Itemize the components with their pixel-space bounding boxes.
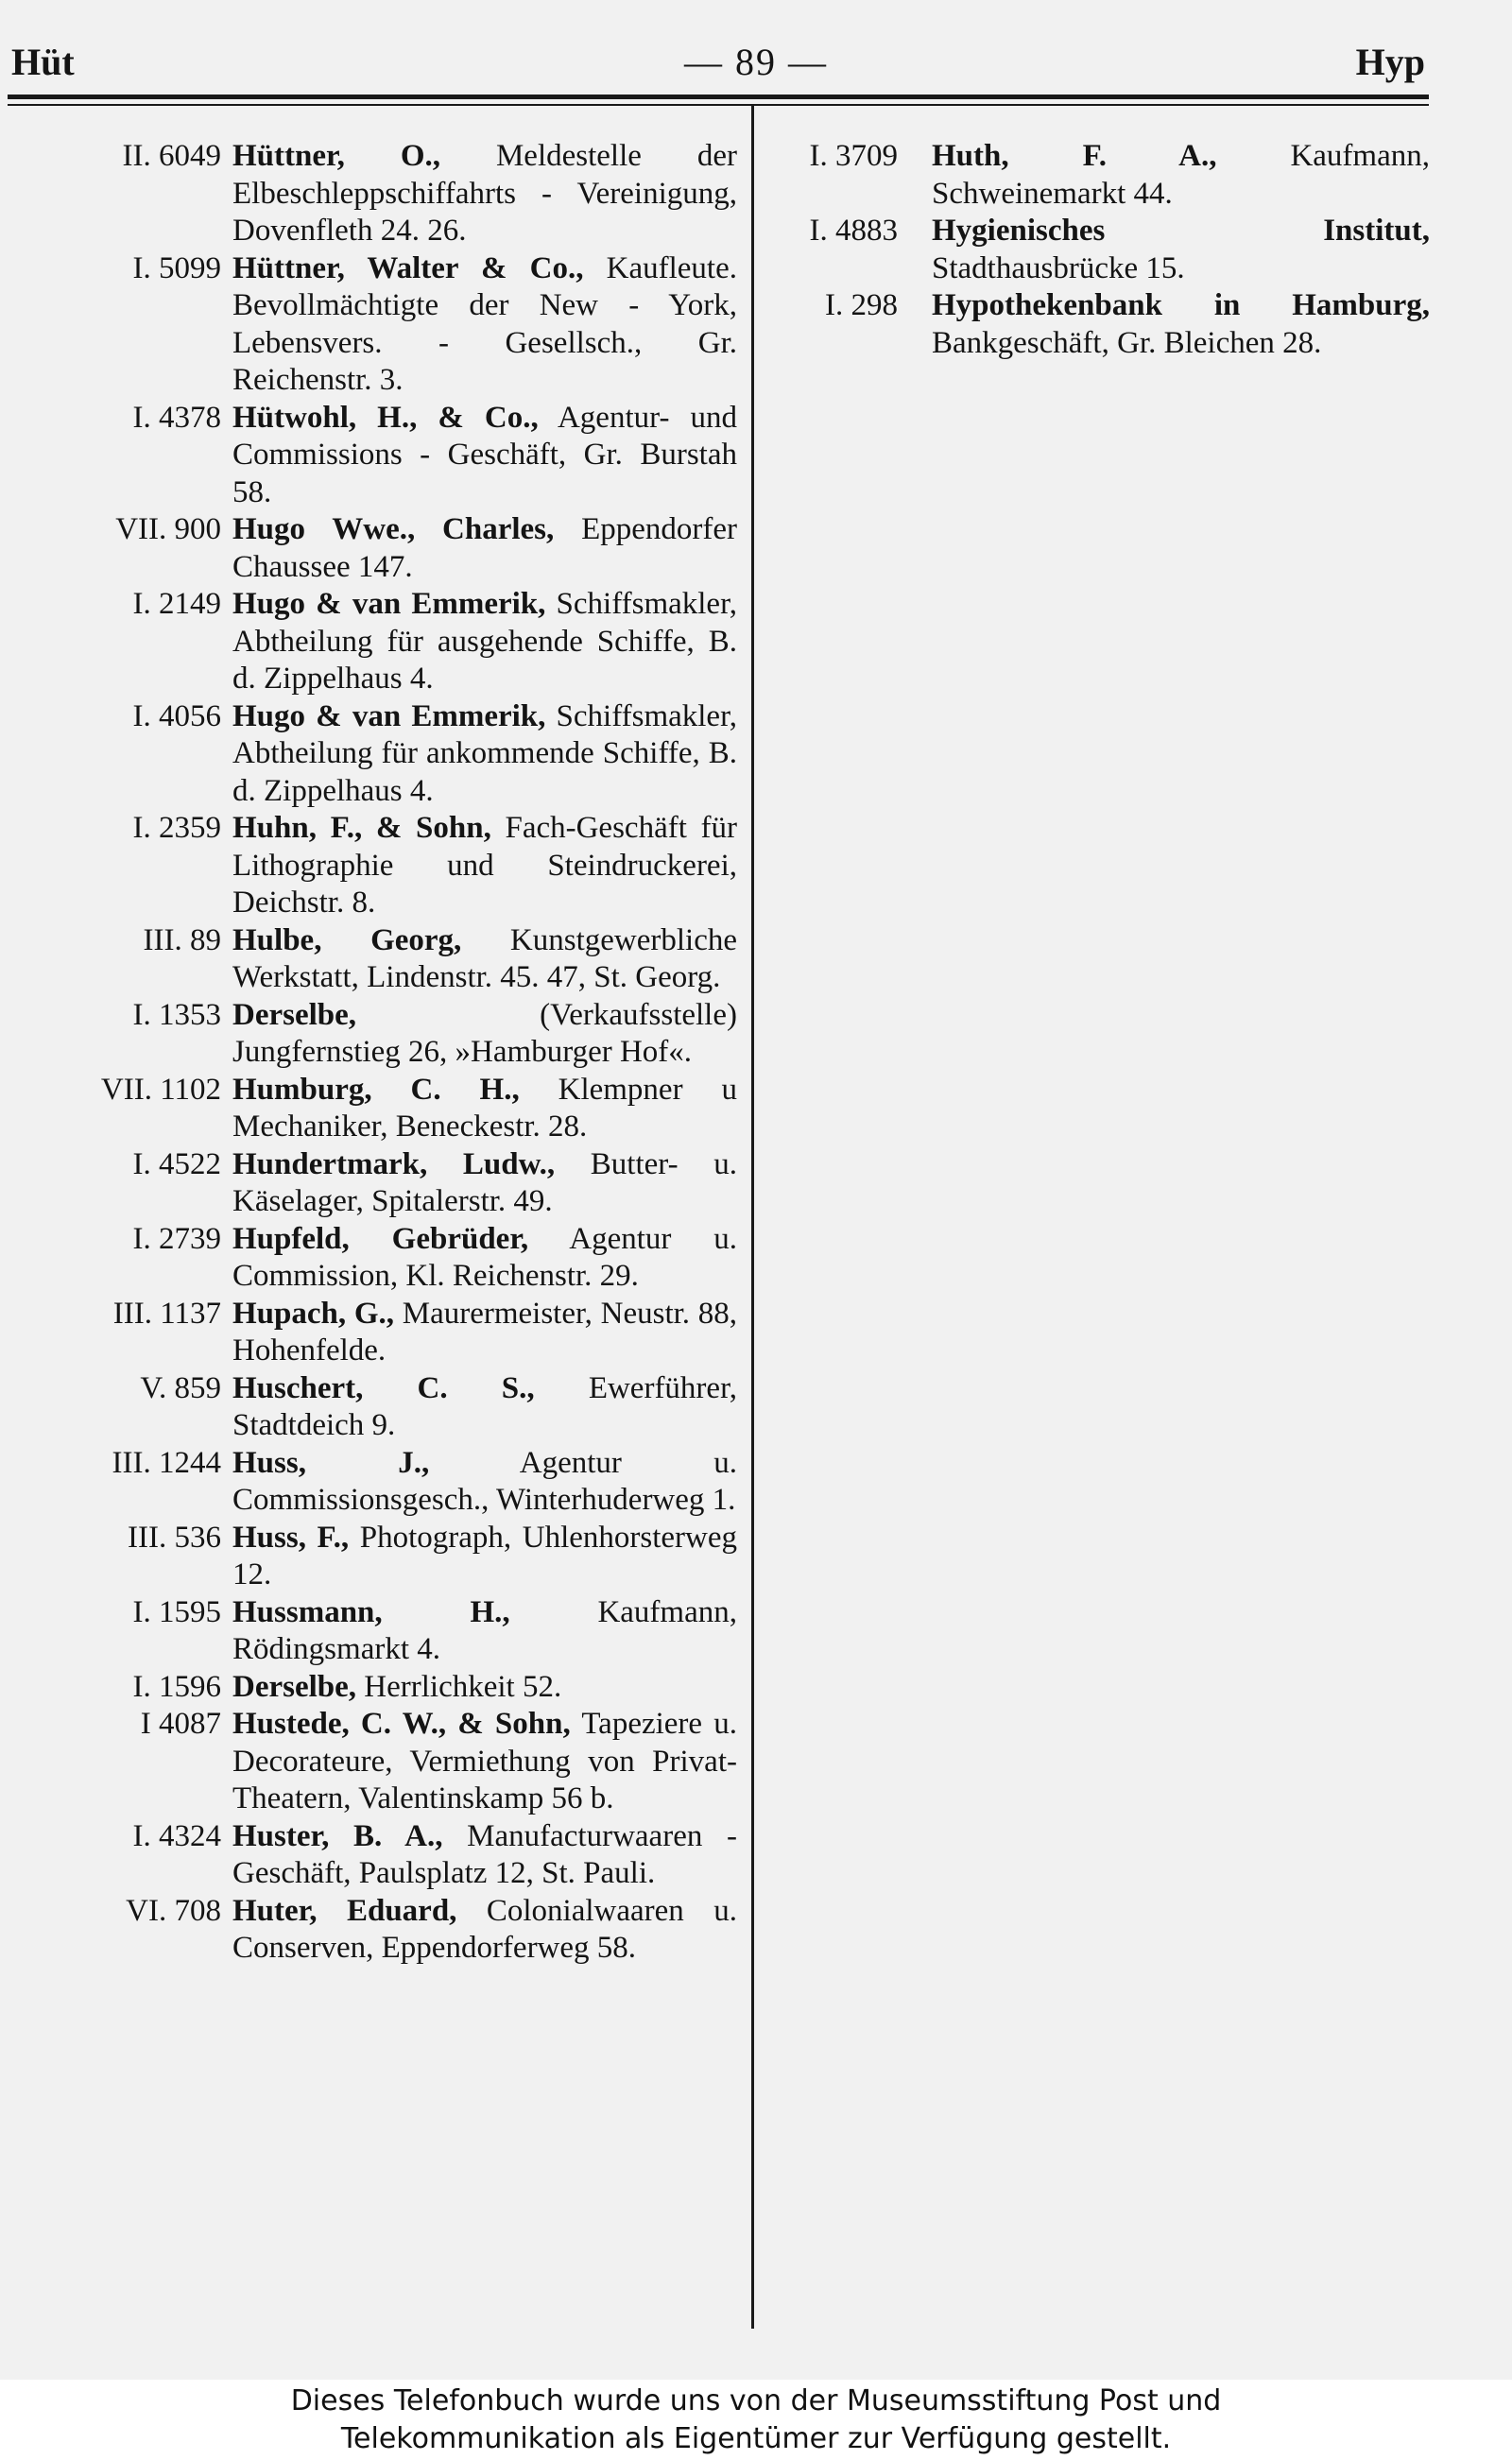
entry-text <box>232 1594 737 1669</box>
phone-number: I. 1596 <box>132 1669 221 1704</box>
directory-entry <box>773 213 1430 287</box>
phone-number: I. 5099 <box>132 250 221 285</box>
subscriber-details: Fach-Geschäft für Lithographie und Steindruckerei, Deichstr. 8. <box>232 811 737 920</box>
subscriber-name: Hupach, G., <box>232 1296 395 1331</box>
directory-entry <box>17 586 737 698</box>
subscriber-details: Klempner u Mechaniker, Beneckestr. 28. <box>232 1072 737 1144</box>
header-left-keyword: Hüt <box>11 41 75 83</box>
entry-text <box>232 1296 737 1370</box>
subscriber-name: Hugo Wwe., Charles, <box>232 512 555 546</box>
footer-line-1: Dieses Telefonbuch wurde uns von der Museumsstiftung Post und <box>290 2384 1222 2417</box>
subscriber-details: Schiffsmakler, Abtheilung für ausgehende Schiffe, B. d. Zippelhaus 4. <box>232 587 737 696</box>
subscriber-name: Huth, F. A., <box>932 139 1217 173</box>
subscriber-details: Butter- u. Käselager, Spitalerstr. 49. <box>232 1146 738 1218</box>
directory-entry <box>17 997 737 1072</box>
directory-entry <box>773 138 1430 213</box>
subscriber-name: Huss, J., <box>232 1445 430 1480</box>
subscriber-name: Hygienisches Institut, <box>932 214 1430 248</box>
subscriber-name: Hüttner, O., <box>232 139 440 173</box>
subscriber-name: Hupfeld, Gebrüder, <box>232 1221 529 1256</box>
directory-entry <box>17 1818 737 1893</box>
entry-text <box>232 1893 737 1968</box>
subscriber-details: Eppendorfer Chaussee 147. <box>232 512 737 584</box>
phone-number: I. 2359 <box>132 811 221 845</box>
entry-text <box>932 287 1430 362</box>
subscriber-name: Hugo & van Emmerik, <box>232 587 546 621</box>
subscriber-details: Ewerführer, Stadtdeich 9. <box>232 1370 737 1442</box>
footer-notice <box>0 2380 1512 2460</box>
entry-text <box>232 250 737 400</box>
directory-entry <box>17 1072 737 1146</box>
subscriber-name: Humburg, C. H., <box>232 1072 520 1107</box>
directory-entry <box>17 1706 737 1818</box>
entry-text <box>232 1370 737 1445</box>
entry-text <box>232 997 737 1072</box>
subscriber-details: Maurermeister, Neustr. 88, Hohenfelde. <box>232 1296 737 1368</box>
subscriber-details: Stadthausbrücke 15. <box>932 250 1185 285</box>
phone-number: I 4087 <box>140 1707 221 1741</box>
phone-number: I. 4378 <box>132 400 221 435</box>
subscriber-name: Hüttner, Walter & Co., <box>232 250 584 285</box>
entry-text <box>232 810 737 922</box>
phone-number: I. 4522 <box>132 1146 221 1181</box>
subscriber-details: Tapeziere u. Decorateure, Vermiethung von Privat-Theatern, Valentinskamp 56 b. <box>232 1707 737 1815</box>
subscriber-name: Hussmann, H., <box>232 1594 510 1629</box>
subscriber-name: Huschert, C. S., <box>232 1370 535 1405</box>
subscriber-details: Photograph, Uhlenhorsterweg 12. <box>232 1520 737 1591</box>
directory-entry <box>17 138 737 250</box>
directory-entry <box>17 1520 737 1594</box>
subscriber-details: Agentur u. Commission, Kl. Reichenstr. 29. <box>232 1221 737 1293</box>
directory-entry <box>17 400 737 512</box>
page-number: — 89 — <box>684 41 828 83</box>
subscriber-name: Hundertmark, Ludw., <box>232 1146 556 1181</box>
subscriber-details: Bankgeschäft, Gr. Bleichen 28. <box>932 325 1322 360</box>
subscriber-details: Colonialwaaren u. Conserven, Eppendorferweg 58. <box>232 1893 737 1965</box>
phone-number: III. 1137 <box>112 1296 221 1331</box>
phone-number: III. 1244 <box>112 1445 221 1480</box>
header-rule-thin <box>8 104 1429 106</box>
subscriber-name: Hulbe, Georg, <box>232 922 462 957</box>
directory-entry <box>17 922 737 997</box>
subscriber-name: Hustede, C. W., & Sohn, <box>232 1707 571 1741</box>
subscriber-details: Kaufmann, Rödingsmarkt 4. <box>232 1594 737 1666</box>
subscriber-name: Huss, F., <box>232 1520 350 1555</box>
phone-number: I. 1353 <box>132 997 221 1032</box>
subscriber-details: Agentur u. Commissionsgesch., Winterhuderweg 1. <box>232 1445 737 1517</box>
phone-number: I. 3709 <box>809 139 898 173</box>
subscriber-name: Derselbe, <box>232 997 357 1032</box>
subscriber-details: Schiffsmakler, Abtheilung für ankommende Schiffe, B. d. Zippelhaus 4. <box>232 698 737 808</box>
header-right-keyword: Hyp <box>1355 41 1425 83</box>
subscriber-details: Herrlichkeit 52. <box>356 1669 562 1704</box>
subscriber-details: Kaufleute. Bevollmächtigte der New - York, Lebensvers. - Gesellsch., Gr. Reichenstr. 3. <box>232 250 737 397</box>
phone-number: VII. 1102 <box>100 1072 221 1107</box>
header-rule <box>8 95 1429 99</box>
subscriber-name: Hütwohl, H., & Co., <box>232 400 539 435</box>
footer-line-2: Telekommunikation als Eigentümer zur Verfügung gestellt. <box>340 2422 1172 2455</box>
phone-number: I. 298 <box>825 288 898 322</box>
phone-number: III. 536 <box>128 1520 221 1555</box>
entry-text <box>232 1146 737 1221</box>
subscriber-details: Manufacturwaaren - Geschäft, Paulsplatz 12, St. Pauli. <box>232 1818 738 1890</box>
phone-number: I. 4883 <box>809 214 898 248</box>
phone-number: III. 89 <box>143 922 221 957</box>
right-column <box>773 138 1430 362</box>
directory-entry <box>17 1594 737 1669</box>
phone-number: VI. 708 <box>126 1893 221 1928</box>
subscriber-name: Huter, Eduard, <box>232 1893 457 1928</box>
entry-text <box>232 1706 737 1818</box>
subscriber-details: Kaufmann, Schweinemarkt 44. <box>932 139 1430 211</box>
directory-entry <box>17 1296 737 1370</box>
subscriber-name: Huster, B. A., <box>232 1818 443 1853</box>
entry-text <box>232 1445 737 1520</box>
column-divider <box>751 106 754 2329</box>
directory-entry <box>17 1445 737 1520</box>
phone-number: I. 2149 <box>132 587 221 621</box>
directory-entry <box>17 1669 737 1707</box>
directory-entry <box>773 287 1430 362</box>
directory-entry <box>17 1370 737 1445</box>
left-column <box>17 138 737 1968</box>
entry-text <box>232 1072 737 1146</box>
entry-text <box>232 1221 737 1296</box>
phone-number: I. 1595 <box>132 1594 221 1629</box>
subscriber-name: Hugo & van Emmerik, <box>232 698 546 733</box>
entry-text <box>232 698 737 811</box>
directory-entry <box>17 1221 737 1296</box>
subscriber-details: Kunstgewerbliche Werkstatt, Lindenstr. 45. 47, St. Georg. <box>232 922 737 994</box>
directory-entry <box>17 511 737 586</box>
phone-number: I. 2739 <box>132 1221 221 1256</box>
phone-number: I. 4324 <box>132 1818 221 1853</box>
subscriber-details: (Verkaufsstelle) Jungfernstieg 26, »Hamburger Hof«. <box>232 997 737 1069</box>
subscriber-name: Derselbe, <box>232 1669 357 1704</box>
directory-entry <box>17 1146 737 1221</box>
phone-number: I. 4056 <box>132 698 221 733</box>
subscriber-name: Hypothekenbank in Hamburg, <box>932 288 1430 322</box>
entry-text <box>232 1818 737 1893</box>
entry-text <box>232 1669 737 1707</box>
directory-entry <box>17 250 737 400</box>
entry-text <box>932 138 1430 213</box>
directory-entry <box>17 1893 737 1968</box>
entry-text <box>232 138 737 250</box>
entry-text <box>932 213 1430 287</box>
subscriber-name: Huhn, F., & Sohn, <box>232 811 491 845</box>
entry-text <box>232 922 737 997</box>
phone-number: II. 6049 <box>122 139 221 173</box>
directory-entry <box>17 698 737 811</box>
phone-number: V. 859 <box>140 1370 221 1405</box>
entry-text <box>232 586 737 698</box>
entry-text <box>232 1520 737 1594</box>
entry-text <box>232 511 737 586</box>
phone-number: VII. 900 <box>115 512 221 546</box>
entry-text <box>232 400 737 512</box>
subscriber-details: Agentur- und Commissions - Geschäft, Gr. Burstah 58. <box>232 400 737 509</box>
subscriber-details: Meldestelle der Elbeschleppschiffahrts - Vereinigung, Dovenfleth 24. 26. <box>232 139 737 248</box>
directory-entry <box>17 810 737 922</box>
